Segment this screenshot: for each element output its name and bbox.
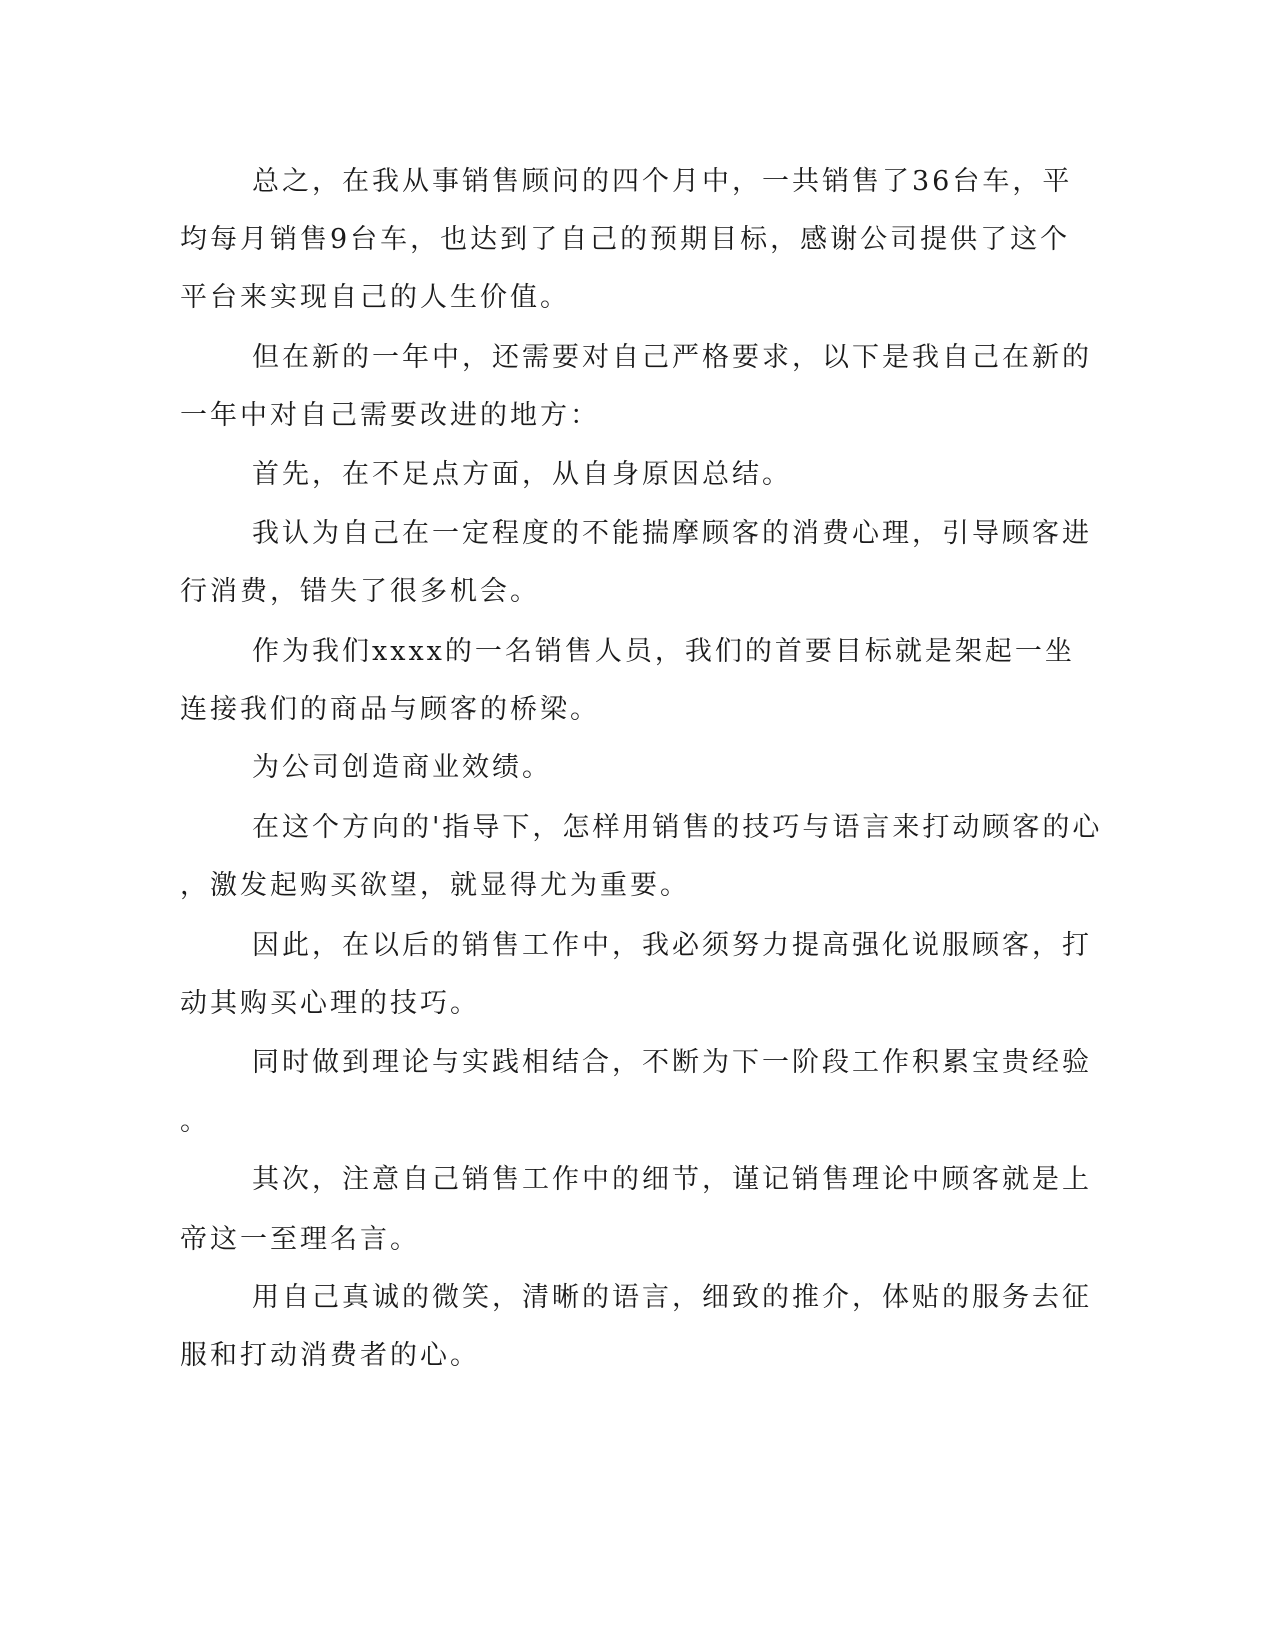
paragraph-line: 首先，在不足点方面，从自身原因总结。: [252, 459, 792, 490]
paragraph-line: 同时做到理论与实践相结合，不断为下一阶段工作积累宝贵经验: [252, 1047, 1092, 1078]
paragraph-line: 为公司创造商业效绩。: [252, 752, 552, 783]
paragraph-line: 帝这一至理名言。: [180, 1224, 420, 1255]
paragraph-line: ，激发起购买欲望，就显得尤为重要。: [180, 870, 690, 901]
paragraph-line: 作为我们xxxx的一名销售人员，我们的首要目标就是架起一坐: [252, 636, 1075, 667]
paragraph-line: 一年中对自己需要改进的地方：: [180, 400, 600, 431]
paragraph-line: 因此，在以后的销售工作中，我必须努力提高强化说服顾客，打: [252, 930, 1092, 961]
paragraph-line: 均每月销售9台车，也达到了自己的预期目标，感谢公司提供了这个: [180, 224, 1071, 255]
paragraph-line: 连接我们的商品与顾客的桥梁。: [180, 694, 600, 725]
paragraph-line: 服和打动消费者的心。: [180, 1340, 480, 1371]
paragraph-line: 在这个方向的'指导下，怎样用销售的技巧与语言来打动顾客的心: [252, 812, 1103, 843]
paragraph-line: 用自己真诚的微笑，清晰的语言，细致的推介，体贴的服务去征: [252, 1282, 1092, 1313]
paragraph-line: 但在新的一年中，还需要对自己严格要求，以下是我自己在新的: [252, 342, 1092, 373]
paragraph-line: 其次，注意自己销售工作中的细节，谨记销售理论中顾客就是上: [252, 1164, 1092, 1195]
paragraph-line: 。: [180, 1106, 210, 1137]
paragraph-line: 总之，在我从事销售顾问的四个月中，一共销售了36台车，平: [252, 166, 1073, 197]
paragraph-line: 行消费，错失了很多机会。: [180, 576, 540, 607]
paragraph-line: 我认为自己在一定程度的不能揣摩顾客的消费心理，引导顾客进: [252, 518, 1092, 549]
paragraph-line: 平台来实现自己的人生价值。: [180, 282, 570, 313]
paragraph-line: 动其购买心理的技巧。: [180, 988, 480, 1019]
